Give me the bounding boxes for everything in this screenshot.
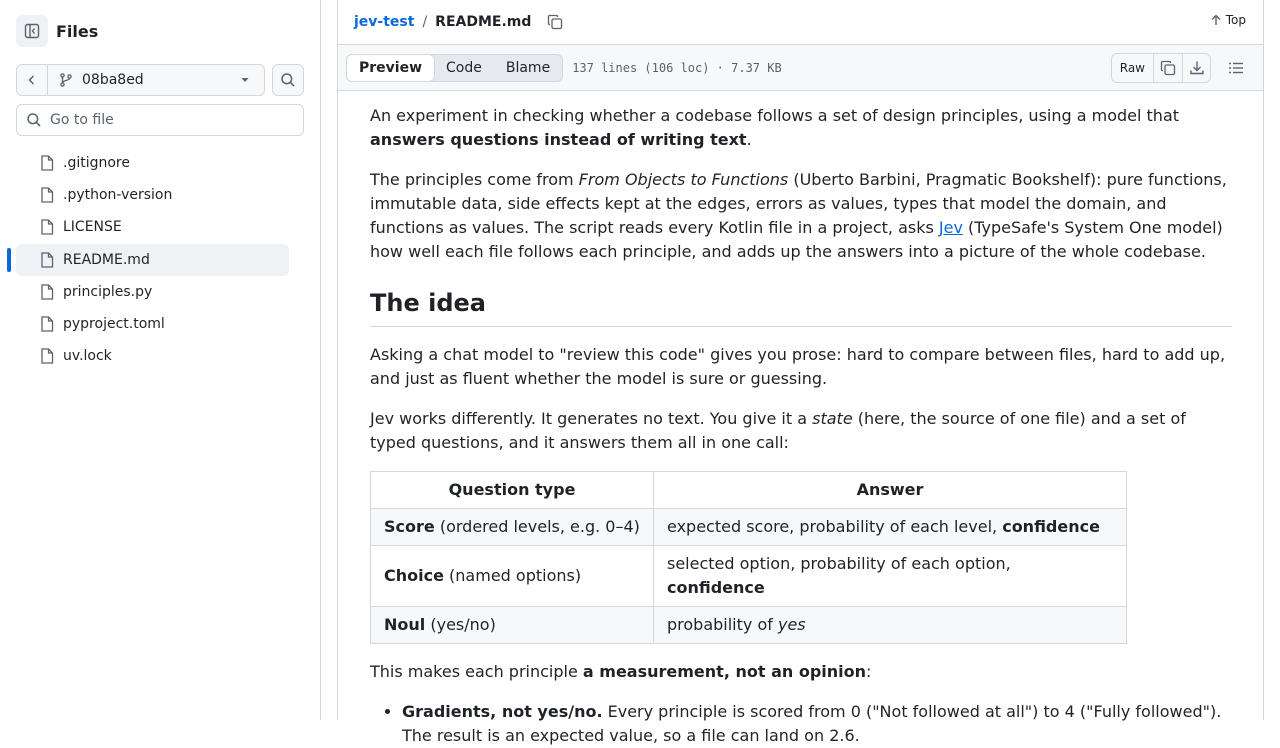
table-cell xyxy=(654,509,1127,546)
file-action-group xyxy=(1111,53,1211,83)
file-view xyxy=(337,0,1264,745)
table-header-row xyxy=(371,472,1127,509)
tab-code[interactable]: Code xyxy=(446,59,482,76)
caret-down-icon xyxy=(240,75,250,85)
table-row xyxy=(371,607,1127,644)
branch-name: 08ba8ed xyxy=(82,72,144,88)
branch-row xyxy=(16,64,304,96)
text: : xyxy=(866,662,872,681)
file-item-label: README.md xyxy=(63,251,150,268)
cell-text: (yes/no) xyxy=(425,615,496,634)
cell-strong: Choice xyxy=(384,566,444,585)
breadcrumb-separator: / xyxy=(422,14,428,30)
list-item-strong: Gradients, not yes/no. xyxy=(402,702,603,721)
file-header xyxy=(338,0,1263,45)
text: An experiment in checking whether a codebase follows a set of design principles, using a model that xyxy=(370,106,1180,125)
view-mode-tabs xyxy=(346,54,563,82)
tab-blame[interactable]: Blame xyxy=(505,59,551,76)
file-item-python-version[interactable] xyxy=(16,179,289,211)
file-icon xyxy=(40,155,54,171)
cell-text: selected option, probability of each option, xyxy=(667,554,1011,573)
file-icon xyxy=(40,187,54,203)
copy-icon xyxy=(547,14,563,30)
list-unordered-icon xyxy=(1228,60,1244,76)
file-item-label: principles.py xyxy=(63,283,153,300)
cell-strong: Score xyxy=(384,517,435,536)
search-icon xyxy=(280,72,296,88)
file-icon xyxy=(40,284,54,300)
arrow-up-icon xyxy=(1210,14,1222,26)
file-icon xyxy=(40,316,54,332)
table-cell xyxy=(371,509,654,546)
sidebar-title: Files xyxy=(56,21,99,41)
download-icon xyxy=(1189,60,1205,76)
list-item xyxy=(402,700,1232,748)
text: (TypeSafe's System One model) how well each file follows each principle, and adds up the answers into a picture of the whole codebase. xyxy=(370,218,1223,261)
branch-select-button[interactable] xyxy=(48,65,264,95)
cell-strong: confidence xyxy=(667,578,765,597)
readme-principles-paragraph xyxy=(370,168,1232,264)
search-files-button[interactable] xyxy=(272,64,304,96)
table-cell xyxy=(371,607,654,644)
file-item-label: pyproject.toml xyxy=(63,315,165,332)
text: This makes each principle xyxy=(370,662,583,681)
cell-text: (ordered levels, e.g. 0–4) xyxy=(434,517,640,536)
cell-text: expected score, probability of each level, xyxy=(667,517,1003,536)
file-item-principles[interactable] xyxy=(16,276,289,308)
back-to-top-button[interactable] xyxy=(1210,13,1246,27)
copy-icon xyxy=(1160,60,1176,76)
text: (Uberto Barbini, Pragmatic Bookshelf): pure functions, immutable data, side effects kept at the edges, errors as values, types that model the domain, and functions as values. The script reads every Kotlin file in a project, asks xyxy=(370,170,1227,237)
readme-intro xyxy=(370,104,1232,152)
text: The principles come from xyxy=(370,170,579,189)
file-item-label: LICENSE xyxy=(63,219,122,236)
tab-preview[interactable]: Preview xyxy=(346,54,435,82)
cell-emphasis: yes xyxy=(777,615,806,634)
file-toolbar xyxy=(338,45,1263,91)
file-icon xyxy=(40,219,54,235)
raw-button[interactable]: Raw xyxy=(1112,54,1154,82)
table-cell xyxy=(654,607,1127,644)
search-icon xyxy=(26,112,42,128)
branch-selector-group xyxy=(16,64,265,96)
emphasis: a measurement, not an opinion xyxy=(582,662,867,681)
readme-measurement-paragraph xyxy=(370,660,1232,684)
file-icon xyxy=(40,252,54,268)
text: Jev works differently. It generates no text. You give it a xyxy=(370,409,813,428)
table-header: Answer xyxy=(654,472,1127,509)
file-item-label: .gitignore xyxy=(63,155,130,171)
file-item-readme[interactable] xyxy=(16,244,289,276)
readme-jev-paragraph xyxy=(370,407,1232,455)
file-tree-sidebar xyxy=(0,0,321,720)
file-icon xyxy=(40,348,54,364)
go-to-file-input[interactable] xyxy=(50,112,290,128)
text: (here, the source of one file) and a set of typed questions, and it answers them all in one call: xyxy=(370,409,1186,452)
table-row xyxy=(371,509,1127,546)
file-meta: 137 lines (106 loc) · 7.37 KB xyxy=(572,60,782,75)
cell-text: (named options) xyxy=(443,566,582,585)
readme-body xyxy=(370,104,1232,748)
cell-strong: Noul xyxy=(384,615,426,634)
top-label: Top xyxy=(1225,13,1246,27)
file-item-label: .python-version xyxy=(63,187,173,204)
file-item-gitignore[interactable] xyxy=(16,147,289,179)
principles-list xyxy=(370,700,1232,748)
file-item-license[interactable] xyxy=(16,211,289,243)
git-branch-icon xyxy=(58,72,74,88)
table-cell xyxy=(371,546,654,607)
outline-button[interactable] xyxy=(1221,53,1251,83)
file-item-pyproject[interactable] xyxy=(16,308,289,340)
emphasis: answers questions instead of writing text xyxy=(370,130,747,149)
question-type-table xyxy=(370,471,1127,644)
cell-strong: confidence xyxy=(1002,517,1100,536)
table-header: Question type xyxy=(371,472,654,509)
file-actions xyxy=(1111,53,1251,83)
collapse-sidebar-button[interactable] xyxy=(16,15,48,47)
breadcrumb-file: README.md xyxy=(435,14,532,30)
text: . xyxy=(746,130,752,149)
breadcrumb-repo-link[interactable]: jev-test xyxy=(354,14,415,30)
emphasis: state xyxy=(812,409,853,428)
list-item-text: Every principle is scored from 0 ("Not followed at all") to 4 ("Fully followed"). The result is an expected value, so a file can land on 2.6. xyxy=(402,702,1222,745)
book-title: From Objects to Functions xyxy=(578,170,789,189)
table-row xyxy=(371,546,1127,607)
cell-text: probability of xyxy=(667,615,778,634)
heading-the-idea: The idea xyxy=(370,288,1232,327)
sidebar-header xyxy=(16,15,98,47)
table-cell xyxy=(654,546,1127,607)
download-button[interactable] xyxy=(1182,54,1210,82)
copy-raw-button[interactable] xyxy=(1154,54,1182,82)
file-item-uv-lock[interactable] xyxy=(16,340,289,372)
readme-idea-paragraph: Asking a chat model to "review this code" gives you prose: hard to compare between files, hard to add up, and just as fluent whether the model is sure or guessing. xyxy=(370,345,1226,388)
go-to-file-field[interactable] xyxy=(16,104,304,136)
sidebar-collapse-icon xyxy=(24,23,40,39)
file-tree xyxy=(16,147,289,372)
back-button[interactable] xyxy=(17,65,48,95)
chevron-left-icon xyxy=(26,74,38,86)
copy-path-button[interactable] xyxy=(543,10,567,34)
file-item-label: uv.lock xyxy=(63,348,112,365)
jev-link[interactable]: Jev xyxy=(938,218,963,237)
